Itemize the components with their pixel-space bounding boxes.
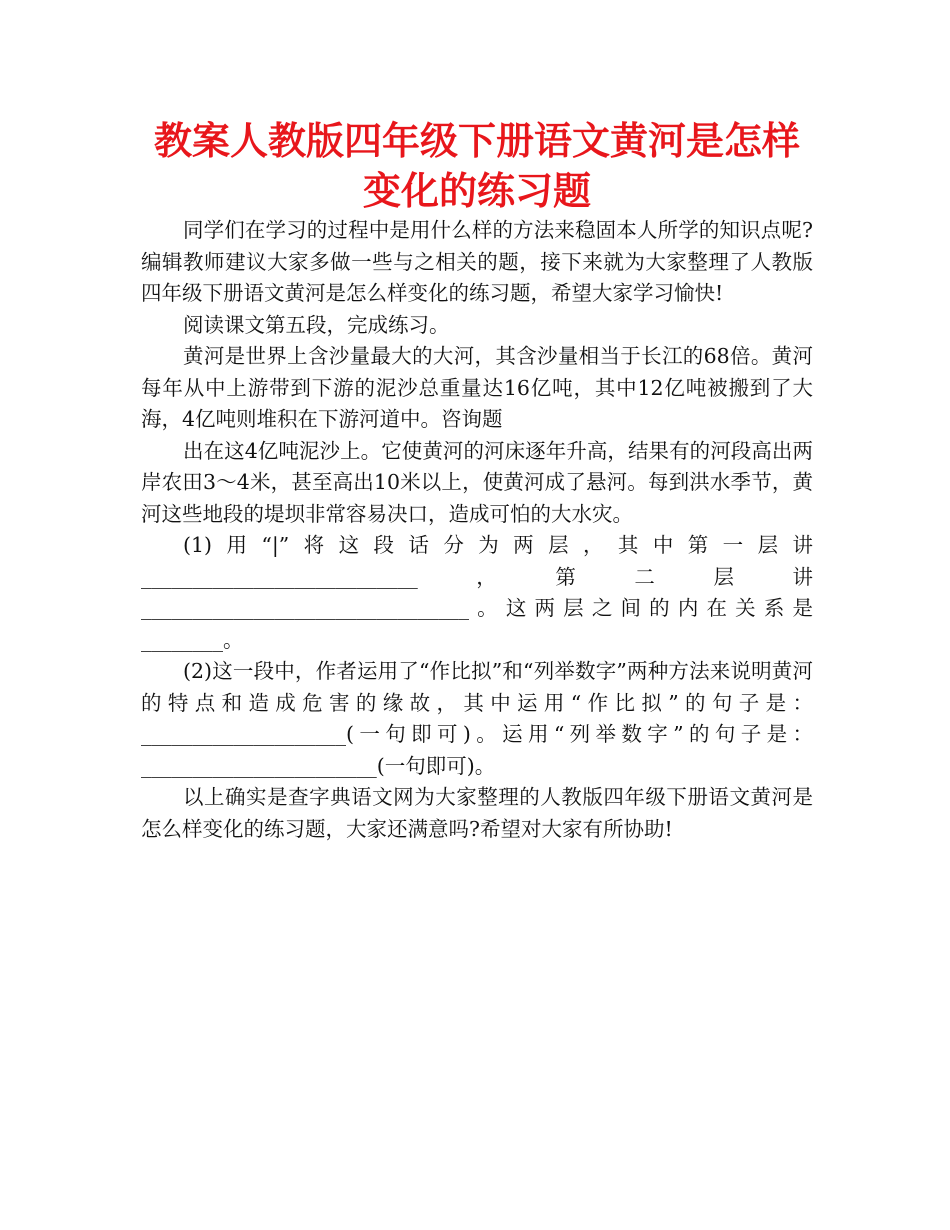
question-2: (2)这一段中，作者运用了“作比拟”和“列举数字”两种方法来说明黄河的特点和造成危害的缘故，其中运用“作比拟”的句子是：____________________(一句即可)。运用“列举数字”的句子是：_______________________(一句即可)。: [141, 659, 813, 778]
document-page: [141, 116, 813, 845]
question-1: (1)用“|”将这段话分为两层，其中第一层讲___________________________，第二层讲________________________________。这两层之间的内在关系是________。: [141, 533, 813, 652]
passage-paragraph-1: 黄河是世界上含沙量最大的大河，其含沙量相当于长江的68倍。黄河每年从中上游带到下游的泥沙总重量达16亿吨，其中12亿吨被搬到了大海，4亿吨则堆积在下游河道中。咨询题: [141, 344, 813, 431]
passage-paragraph-2: 出在这4亿吨泥沙上。它使黄河的河床逐年升高，结果有的河段高出两岸农田3～4米，甚至高出10米以上，使黄河成了悬河。每到洪水季节，黄河这些地段的堤坝非常容易决口，造成可怕的大水灾。: [141, 438, 813, 526]
instruction-paragraph: 阅读课文第五段，完成练习。: [183, 312, 450, 337]
document-title: 教案人教版四年级下册语文黄河是怎样变化的练习题: [153, 119, 800, 213]
intro-paragraph: 同学们在学习的过程中是用什么样的方法来稳固本人所学的知识点呢?编辑教师建议大家多做一些与之相关的题，接下来就为大家整理了人教版四年级下册语文黄河是怎么样变化的练习题，希望大家学习愉快!: [141, 218, 813, 305]
closing-paragraph: 以上确实是查字典语文网为大家整理的人教版四年级下册语文黄河是怎么样变化的练习题，大家还满意吗?希望对大家有所协助!: [141, 785, 813, 841]
